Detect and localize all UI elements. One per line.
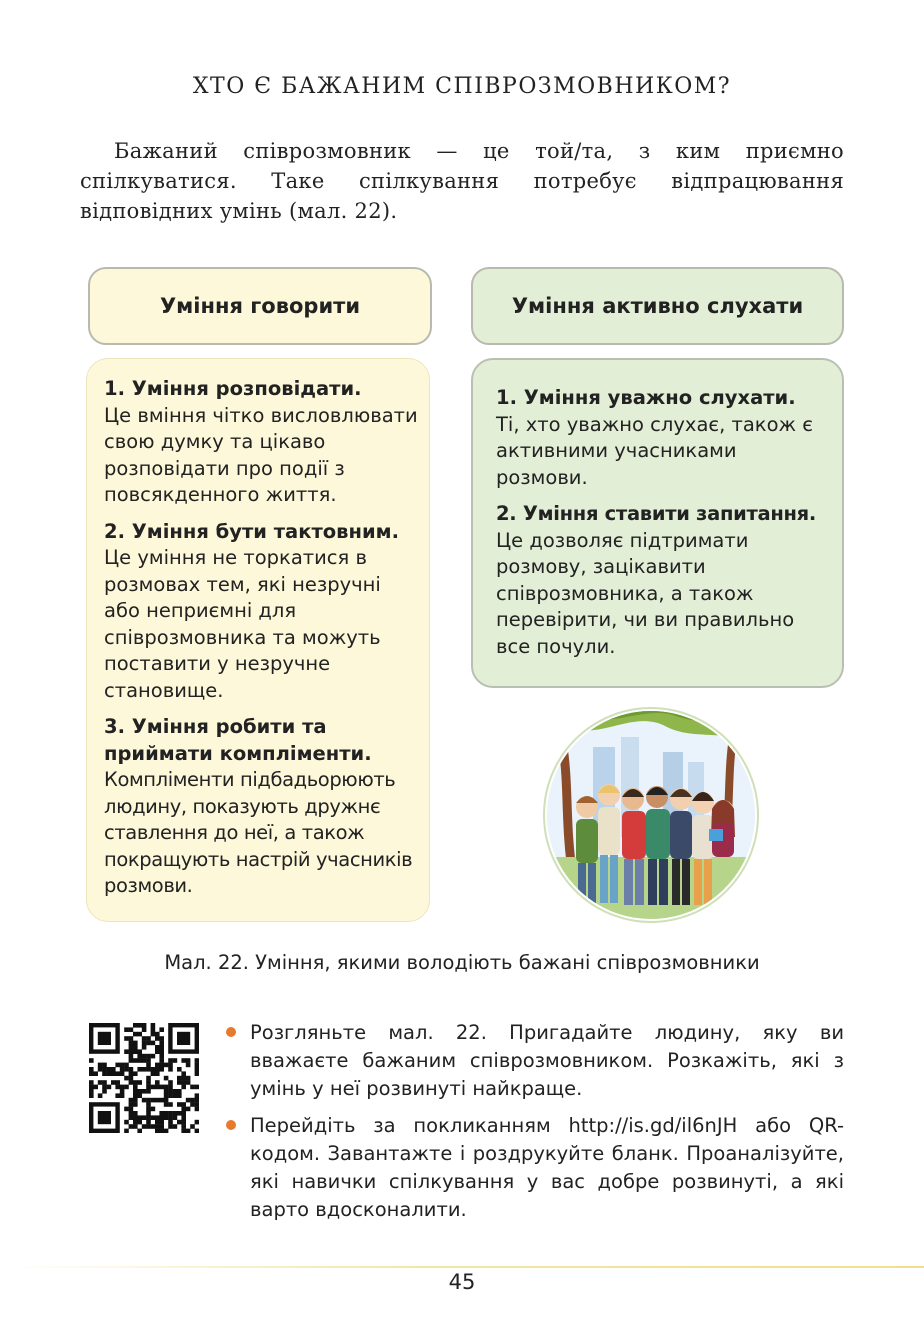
skill-description: Це дозволяє підтримати розмову, зацікавити співрозмовника, а також перевірити, чи ви правильно все почули.: [496, 528, 795, 658]
bullet-icon: [226, 1027, 236, 1037]
qr-code[interactable]: [89, 1023, 199, 1133]
intro-paragraph: Бажаний співрозмовник — це той/та, з ким приємно спілкуватися. Таке спілкування потребує відпрацювання відповідних умінь (мал. 22).: [80, 139, 844, 223]
skill-description: Ті, хто уважно слухає, також є активними учасниками розмови.: [496, 412, 813, 489]
skill-description: Це вміння чітко висловлювати свою думку та цікаво розповідати про події з повсякденного життя.: [104, 403, 418, 506]
listening-skills-title: Уміння активно слухати: [511, 294, 804, 318]
skill-title: 1. Уміння уважно слухати.: [496, 386, 796, 409]
task-text: Перейдіть за покликанням http://is.gd/il6nJH або QR-кодом. Завантажте і роздрукуйте бланк. Проаналізуйте, які навички спілкування у вас добре розвинуті, а які варто вдосконалити.: [250, 1114, 844, 1221]
figure-caption: Мал. 22. Уміння, якими володіють бажані співрозмовники: [164, 951, 760, 974]
skill-item: [496, 501, 842, 660]
students-group-illustration: [543, 707, 759, 923]
skill-description: Це уміння не торкатися в розмовах тем, які незручні або неприємні для співрозмовника та можуть поставити у незручне становище.: [104, 546, 381, 702]
page-number: 45: [448, 1270, 476, 1294]
speaking-skills-panel: [86, 358, 430, 922]
skill-item: [104, 376, 429, 509]
skill-item: [104, 519, 429, 705]
skill-title: 2. Уміння бути тактовним.: [104, 519, 399, 543]
footer-divider: [0, 1266, 924, 1268]
section-heading: ХТО Є БАЖАНИМ СПІВРОЗМОВНИКОМ?: [192, 74, 732, 99]
speaking-skills-header: [88, 267, 432, 345]
skill-title: 1. Уміння розповідати.: [104, 377, 362, 400]
skill-description: Компліменти підбадьорюють людину, показують дружнє ставлення до неї, а також покращують настрій учасників розмови.: [104, 768, 413, 897]
speaking-skills-title: Уміння говорити: [159, 294, 361, 318]
skill-item: [496, 385, 842, 491]
skill-title: 3. Уміння робити та приймати компліменти.: [104, 715, 372, 765]
listening-skills-header: [471, 267, 844, 345]
task-item: [226, 1112, 844, 1224]
task-list: [226, 1019, 844, 1233]
skill-item: [104, 714, 429, 900]
bullet-icon: [226, 1120, 236, 1130]
listening-skills-panel: [471, 358, 844, 688]
task-text: Розгляньте мал. 22. Пригадайте людину, яку ви вважаєте бажаним співрозмовником. Розкажіть, які з умінь у неї розвинуті найкраще.: [250, 1021, 844, 1100]
task-item: [226, 1019, 844, 1103]
skill-title: 2. Уміння ставити запитання.: [496, 502, 817, 525]
